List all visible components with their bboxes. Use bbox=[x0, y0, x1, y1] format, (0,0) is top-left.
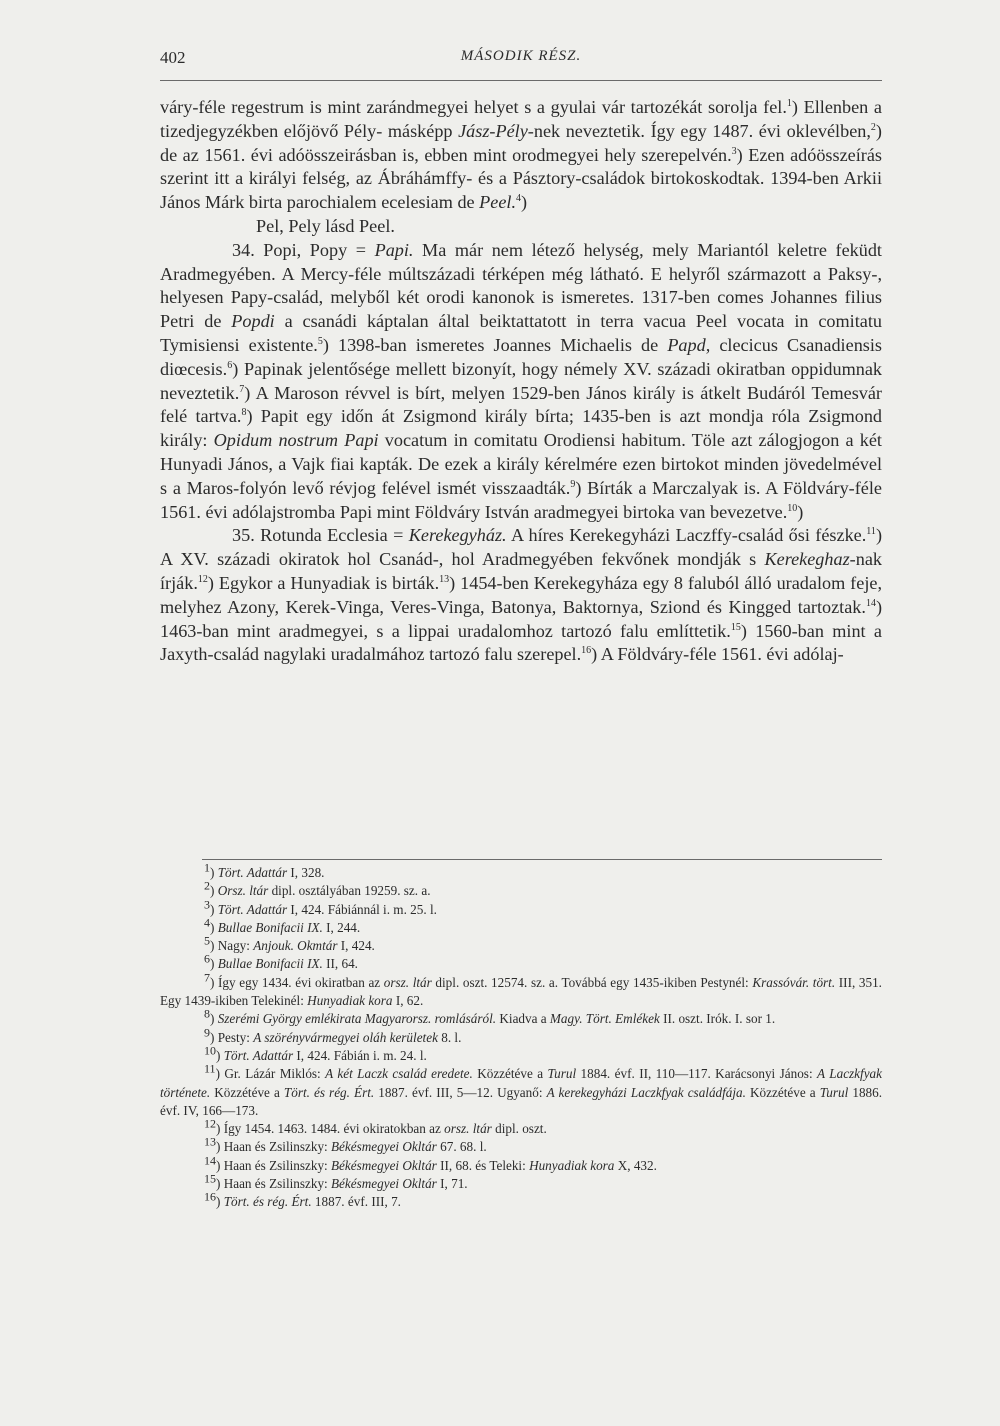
footnote-ref: 15 bbox=[730, 621, 741, 633]
text-run: ) Papit egy időn át Zsigmond király bírta; 1435-ben is azt mondja róla Zsigmond király: bbox=[160, 406, 883, 451]
header-rule bbox=[160, 80, 882, 81]
entry-35 bbox=[160, 524, 882, 667]
text-run: ) Ezen adóösszeírás szerint itt a királyi felség, az Ábráhámffy- és a Pásztory-családok birtokoskodtak. 1394-ben Arkii János Márk birta parochialem ecelesiam de bbox=[160, 144, 882, 213]
footnote-ref: 10 bbox=[787, 502, 798, 514]
footnote-ref: 14 bbox=[865, 597, 876, 609]
entry-34 bbox=[160, 239, 882, 525]
footnote-15: $^{15}$) Haan és Zsilinszky: Békésmegyei Okltár I, 71. bbox=[204, 1171, 468, 1192]
footnote-11: $^{11}$) Gr. Lázár Miklós: A két Laczk család eredete. Közzétéve a Turul 1884. évf. II, 110—117. Karácsonyi János: A Laczkfyak története. Közzétéve a Tört. és rég. Ért. 1887. évf. III, 5—12. Ugyanő: A kerekegyházi Laczkfyak családfája. Közzétéve a Turul 1886. évf. IV, 166—173. bbox=[160, 1061, 883, 1118]
footnote-6: $^6$) Bullae Bonifacii IX. II, 64. bbox=[204, 952, 358, 972]
footnote-1: $^1$) Tört. Adattár I, 328. bbox=[204, 860, 325, 880]
footnote-5: $^5$) Nagy: Anjouk. Okmtár I, 424. bbox=[204, 933, 375, 954]
text-run: ) Bírták a Marczalyak is. A Földváry-féle 1561. évi adólajstromba Papi mint Földváry István aradmegyei birtoka van bevezetve. bbox=[160, 477, 882, 522]
italic-run: Papi. bbox=[374, 239, 414, 260]
footnote-3: $^3$) Tört. Adattár I, 424. Fábiánnál i. m. 25. l. bbox=[204, 897, 437, 917]
text-run: 35. Rotunda Ecclesia = bbox=[232, 525, 409, 546]
footnote-12: $^{12}$) Így 1454. 1463. 1484. évi okiratokban az orsz. ltár dipl. oszt. bbox=[204, 1116, 547, 1137]
footnote-14: $^{14}$) Haan és Zsilinszky: Békésmegyei Okltár II, 68. és Teleki: Hunyadiak kora X, 432. bbox=[204, 1153, 657, 1173]
footnotes bbox=[160, 860, 883, 1212]
footnote-ref: 9 bbox=[570, 478, 576, 490]
text-run: ) Egykor a Hunyadiak is birták. bbox=[207, 572, 440, 593]
footnote-16: $^{16}$) Tört. és rég. Ért. 1887. évf. III, 7. bbox=[204, 1189, 401, 1210]
text-run: ) Ellenben a tizedjegyzékben előjövő Pély- másképp bbox=[160, 97, 882, 141]
italic-run: Opidum nostrum Papi bbox=[213, 430, 379, 451]
footnote-rule bbox=[202, 859, 882, 860]
footnote-ref: 5 bbox=[317, 335, 323, 347]
italic-run: Kerekeghaz bbox=[764, 549, 850, 570]
cross-reference: Pel, Pely lásd Peel. bbox=[256, 215, 395, 236]
footnote-13: $^{13}$) Haan és Zsilinszky: Békésmegyei Okltár 67. 68. l. bbox=[204, 1135, 487, 1155]
text-run: ) 1560-ban mint a Jaxyth-család nagylaki uradalmához tartozó falu szerepel. bbox=[160, 620, 882, 665]
footnote-ref: 6 bbox=[227, 359, 233, 371]
footnote-ref: 7 bbox=[239, 383, 245, 395]
text-run: -nak írják. bbox=[160, 549, 882, 593]
footnote-ref: 3 bbox=[731, 145, 737, 157]
text-run: 34. Popi, Popy = bbox=[232, 239, 375, 260]
footnote-ref: 2 bbox=[870, 121, 876, 133]
text-run: ) A Maroson révvel is bírt, melyen 1529-ben János király is átkelt Budáról Temesvár felé tartva. bbox=[160, 382, 882, 427]
italic-run: Jász-Pély bbox=[458, 120, 528, 141]
text-run: ) bbox=[521, 192, 528, 213]
footnote-7: $^7$) Így egy 1434. évi okiratban az orsz. ltár dipl. oszt. 12574. sz. a. Továbbá egy 1435-ikiben Pestynél: Krassóvár. tört. III, 351. Egy 1439-ikiben Telekinél: Hunyadiak kora I, 62. bbox=[160, 970, 882, 1009]
page-number: 402 bbox=[160, 48, 186, 67]
footnote-ref: 4 bbox=[516, 193, 522, 205]
footnote-ref: 11 bbox=[866, 526, 876, 538]
page-header bbox=[160, 48, 882, 76]
italic-run: Popdi bbox=[231, 311, 275, 332]
text-run: ) de az 1561. évi adóösszeirásban is, ebben mint orodmegyei hely szerepelvén. bbox=[160, 120, 882, 165]
body-text bbox=[160, 96, 882, 667]
footnote-ref: 12 bbox=[197, 573, 208, 585]
italic-run: Kerekegyház. bbox=[408, 525, 507, 546]
text-run: A híres Kerekegyházi Laczffy-család ősi fészke. bbox=[506, 525, 867, 546]
text-run: ) 1463-ban mint aradmegyei, s a lippai uradalomhoz tartozó falu említtetik. bbox=[160, 596, 882, 641]
running-head: MÁSODIK RÉSZ. bbox=[460, 48, 582, 64]
text-run: ) bbox=[797, 501, 804, 522]
text-run: Ma már nem létező helység, mely Mariantól keletre feküdt Aradmegyében. A Mercy-féle múltszázadi térképen még látható. E helyről származott a Paksy-, helyesen Papy-család, melyből két orodi kanonok is ismeretes. 1317-ben comes Johannes filius Petri de bbox=[160, 239, 882, 332]
footnote-ref: 16 bbox=[581, 645, 592, 657]
footnote-4: $^4$) Bullae Bonifacii IX. I, 244. bbox=[204, 915, 361, 935]
text-run: váry-féle regestrum is mint zarándmegyei helyet s a gyulai vár tartozékát sorolja fel. bbox=[160, 97, 787, 117]
text-run: clecicus Csanadiensis diœcesis. bbox=[160, 334, 882, 379]
footnote-ref: 1 bbox=[786, 97, 792, 109]
paragraph bbox=[160, 96, 882, 215]
italic-run: Papd, bbox=[667, 334, 711, 355]
footnote-2: $^2$) Orsz. ltár dipl. osztályában 19259. sz. a. bbox=[204, 878, 431, 899]
text-run: ) Papinak jelentősége mellett bizonyít, hogy némely XV. századi okiratban oppidumnak neveztetik. bbox=[160, 358, 882, 403]
text-run: ) A Földváry-féle 1561. évi adólaj- bbox=[591, 644, 844, 665]
footnote-ref: 8 bbox=[241, 407, 247, 419]
footnote-ref: 13 bbox=[439, 573, 450, 585]
footnote-10: $^{10}$) Tört. Adattár I, 424. Fábián i. m. 24. l. bbox=[204, 1043, 427, 1063]
text-run: a csanádi káptalan által beiktattatott in terra vacua Peel vocata in comitatu Tymisiensi existente. bbox=[160, 311, 882, 355]
text-run: -nek neveztetik. Így egy 1487. évi oklevélben, bbox=[527, 120, 871, 141]
footnote-9: $^9$) Pesty: A szörényvármegyei oláh kerületek 8. l. bbox=[204, 1025, 462, 1045]
text-run: ) A XV. századi okiratok hol Csanád-, hol Aradmegyében fekvőnek mondják s bbox=[160, 525, 882, 570]
text-run: vocatum in comitatu Orodiensi habitum. Töle azt zálogjogon a két Hunyadi János, a Vajk fiai kapták. De ezek a király kérelmére ezen birtokot minden jövedelmével s a Maros-folyón levő révjog felével ismét visszaadták. bbox=[160, 430, 882, 498]
text-run: ) 1398-ban ismeretes Joannes Michaelis de bbox=[322, 334, 668, 355]
footnote-8: $^8$) Szerémi György emlékirata Magyarorsz. romlásáról. Kiadva a Magy. Tört. Emlékek II. oszt. Irók. I. sor 1. bbox=[204, 1006, 776, 1027]
text-run: ) 1454-ben Kerekegyháza egy 8 faluból álló uradalom feje, melyhez Azony, Kerek-Vinga, Veres-Vinga, Batonya, Baktornya, Sziond és Kingged tartoztak. bbox=[160, 572, 882, 617]
italic-run: Peel. bbox=[479, 192, 517, 213]
